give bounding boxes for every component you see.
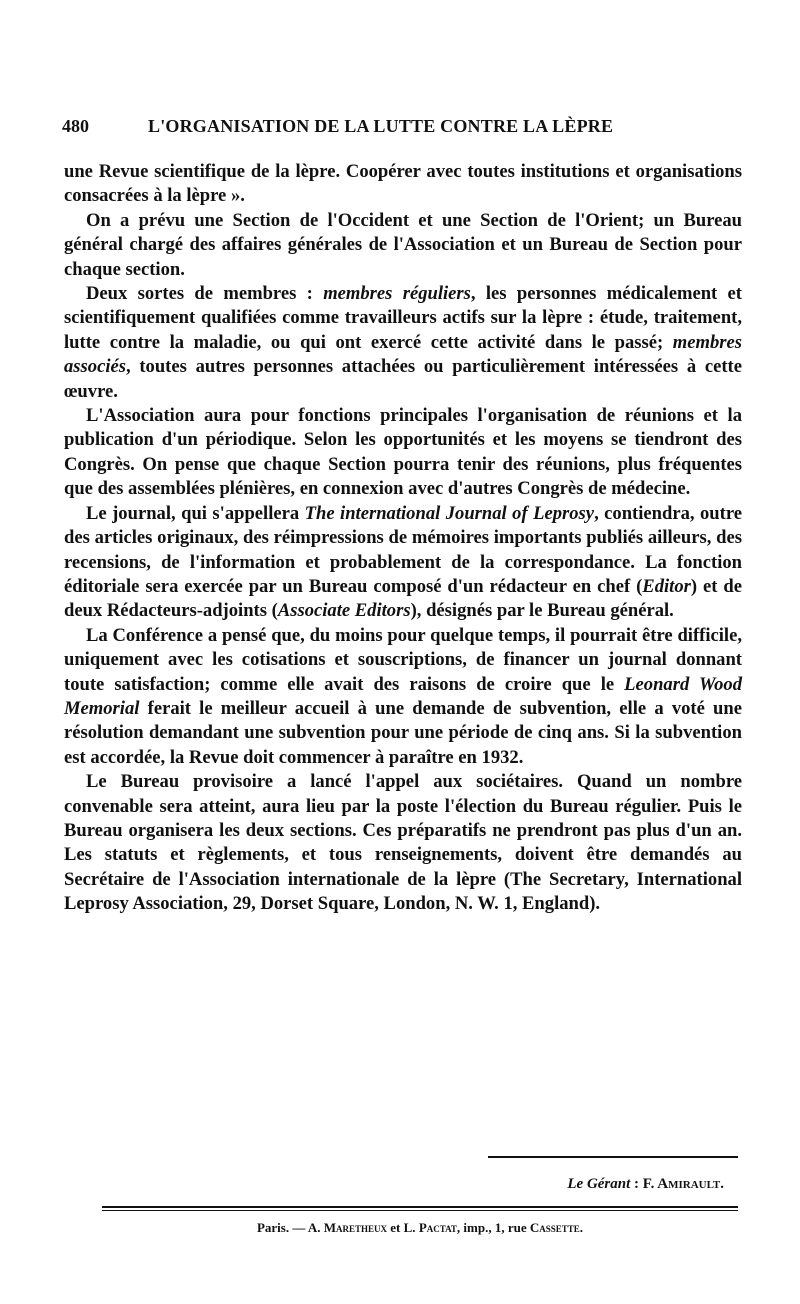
imprint-printer-name: Pactat <box>418 1220 457 1235</box>
imprint-part: , imp., 1, rue <box>456 1220 530 1235</box>
running-title: L'ORGANISATION DE LA LUTTE CONTRE LA LÈPRE <box>148 116 614 136</box>
text-run: , les personnes médicalement et scientifiquement qualifiées comme travailleurs actifs sur la lèpre : étude, traitement, lutte contre la maladie, ou qui ont exercé cette activité dans le passé; <box>64 283 742 353</box>
text-run: On a prévu une Section de l'Occident et une Section de l'Orient; un Bureau général chargé des affaires générales de l'Association et un Bureau de Section pour chaque section. <box>64 209 742 280</box>
italic-text: membres associés <box>64 331 742 378</box>
paragraph <box>64 160 742 209</box>
text-run: ) et de deux Rédacteurs-adjoints ( <box>64 575 742 622</box>
text-run: L'Association aura pour fonctions principales l'organisation de réunions et la publication d'un périodique. Selon les opportunités et les moyens se tiendront des Congrès. On pense que chaque Section pourra tenir des réunions, plus fréquentes que des assemblées plénières, en connexion avec d'autres Congrès de médecine. <box>64 405 742 500</box>
signature-name: F. Amirault. <box>642 1176 724 1192</box>
italic-text: Associate Editors <box>277 600 411 622</box>
italic-text: membres réguliers <box>323 283 471 305</box>
signature-line <box>488 1176 724 1193</box>
imprint-rule-thin <box>102 1210 738 1211</box>
body-text <box>64 160 742 917</box>
text-run: La Conférence a pensé que, du moins pour quelque temps, il pourrait être difficile, uniquement avec les cotisations et souscriptions, de financer un journal donnant toute satisfaction; comme elle avait des raisons de croire que le <box>64 624 742 695</box>
imprint-printer-name: Maretheux <box>323 1220 388 1235</box>
text-run: ferait le meilleur accueil à une demande de subvention, elle a voté une résolution demandant une subvention pour une période de cinq ans. Si la subvention est accordée, la Revue doit commencer à paraître en 1932. <box>64 697 742 768</box>
paragraph <box>64 282 742 404</box>
page-number: 480 <box>62 116 89 136</box>
imprint-part: Paris. — A. <box>256 1220 324 1235</box>
text-run: une Revue scientifique de la lèpre. Coopérer avec toutes institutions et organisations consacrées à la lèpre ». <box>64 161 742 207</box>
italic-text: The international Journal of Leprosy <box>304 502 595 524</box>
italic-text: Leonard Wood Memorial <box>64 673 743 719</box>
text-run: , contiendra, outre des articles originaux, des réimpressions de mémoires importants publiés ailleurs, des recensions, de l'information et probablement de la correspondance. La fonction éditoriale sera exercée par un Bureau composé d'un rédacteur en chef ( <box>64 502 743 597</box>
imprint-part: . <box>579 1220 584 1235</box>
text-run: Le journal, qui s'appellera <box>86 502 305 524</box>
signature-separator: : <box>630 1176 643 1192</box>
printer-imprint <box>102 1220 738 1236</box>
signature-rule <box>488 1156 738 1158</box>
running-header <box>62 112 742 142</box>
imprint-street-name: Cassette <box>529 1220 580 1235</box>
text-run: Le Bureau provisoire a lancé l'appel aux sociétaires. Quand un nombre convenable sera atteint, aura lieu par la poste l'élection du Bureau régulier. Puis le Bureau organisera les deux sections. Ces préparatifs ne prendront pas plus d'un an. Les statuts et règlements, et tous renseignements, doivent être demandés au Secrétaire de l'Association internationale de la lèpre (The Secretary, International Leprosy Association, 29, Dorset Square, London, N. W. 1, England). <box>64 771 742 915</box>
paragraph <box>64 404 742 502</box>
text-run: , toutes autres personnes attachées ou particulièrement intéressées à cette œuvre. <box>64 356 742 402</box>
text-run: Deux sortes de membres : <box>86 283 324 305</box>
signature-label: Le Gérant <box>567 1176 631 1192</box>
paragraph <box>64 502 742 624</box>
paragraph <box>64 209 742 282</box>
paragraph <box>64 770 742 916</box>
imprint-part: et L. <box>387 1220 419 1235</box>
paragraph <box>64 624 742 770</box>
imprint-rule <box>102 1206 738 1208</box>
text-run: ), désignés par le Bureau général. <box>410 600 674 622</box>
italic-text: Editor <box>642 575 691 597</box>
